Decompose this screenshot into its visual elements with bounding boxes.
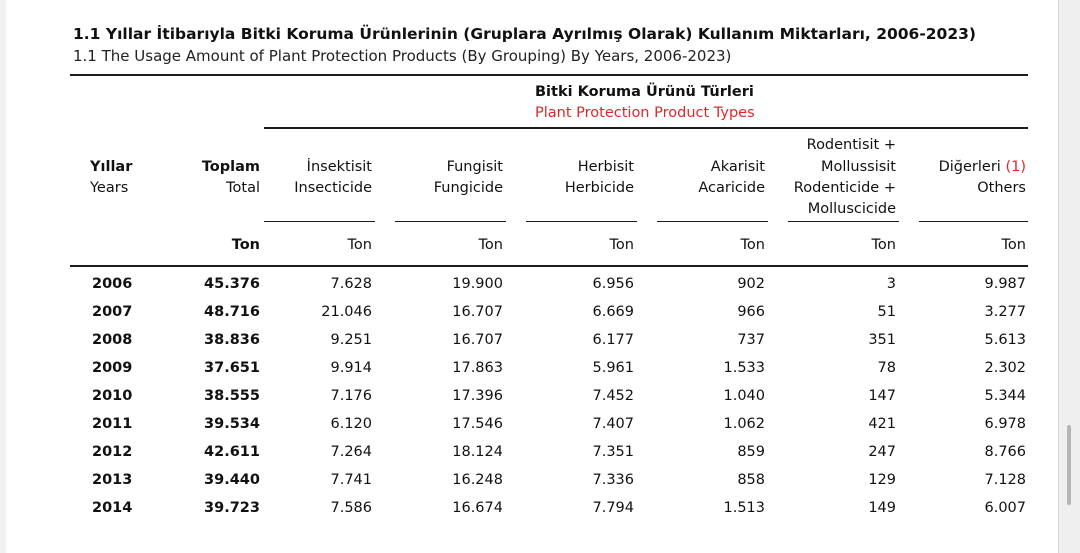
cell-herbicide: 7.351: [592, 444, 634, 460]
table-row: [0, 383, 1058, 411]
cell-insecticide: 6.120: [330, 416, 372, 432]
cell-rodenticide: 421: [868, 416, 896, 432]
cell-others: 6.978: [984, 416, 1026, 432]
cell-acaricide: 859: [737, 444, 765, 460]
table-row: [0, 495, 1058, 523]
unit-rodenticide: Ton: [871, 237, 896, 253]
col-rule-insecticide: [264, 221, 375, 222]
col-herbicide-en: Herbicide: [564, 180, 634, 196]
cell-total: 38.836: [204, 332, 260, 348]
cell-others: 6.007: [984, 500, 1026, 516]
col-rule-herbicide: [526, 221, 637, 222]
table-row: [0, 355, 1058, 383]
col-others-tr: [906, 156, 1026, 178]
cell-others: 7.128: [984, 472, 1026, 488]
cell-insecticide: 9.251: [330, 332, 372, 348]
cell-others: 2.302: [984, 360, 1026, 376]
col-fungicide-tr: Fungisit: [446, 159, 503, 175]
cell-insecticide: 9.914: [330, 360, 372, 376]
col-others-en: Others: [977, 180, 1026, 196]
cell-insecticide: 7.628: [330, 276, 372, 292]
col-rule-acaricide: [657, 221, 768, 222]
cell-rodenticide: 351: [868, 332, 896, 348]
unit-fungicide: Ton: [478, 237, 503, 253]
cell-acaricide: 737: [737, 332, 765, 348]
table-row: [0, 271, 1058, 299]
col-rule-others: [919, 221, 1028, 222]
table-row: [0, 467, 1058, 495]
unit-acaricide: Ton: [740, 237, 765, 253]
col-others-note: (1): [1005, 159, 1026, 175]
cell-others: 5.344: [984, 388, 1026, 404]
unit-herbicide: Ton: [609, 237, 634, 253]
cell-fungicide: 18.124: [452, 444, 503, 460]
col-fungicide-en: Fungicide: [433, 180, 503, 196]
col-rule-fungicide: [395, 221, 506, 222]
cell-herbicide: 7.452: [592, 388, 634, 404]
col-rodenticide-tr-1: Rodentisit +: [806, 137, 896, 153]
cell-fungicide: 19.900: [452, 276, 503, 292]
cell-herbicide: 7.336: [592, 472, 634, 488]
cell-herbicide: 6.956: [592, 276, 634, 292]
scrollbar-thumb[interactable]: [1067, 425, 1071, 505]
cell-herbicide: 5.961: [592, 360, 634, 376]
cell-year: 2006: [92, 276, 133, 292]
cell-total: 45.376: [204, 276, 260, 292]
col-rodenticide-tr-2: Mollussisit: [820, 159, 896, 175]
cell-herbicide: 6.177: [592, 332, 634, 348]
col-total-tr: Toplam: [201, 159, 260, 175]
cell-year: 2007: [92, 304, 133, 320]
cell-fungicide: 17.396: [452, 388, 503, 404]
cell-herbicide: 7.407: [592, 416, 634, 432]
col-year-en: Years: [90, 180, 129, 196]
cell-year: 2008: [92, 332, 133, 348]
cell-acaricide: 1.533: [723, 360, 765, 376]
cell-rodenticide: 247: [868, 444, 896, 460]
scrollbar-track[interactable]: [1058, 0, 1080, 553]
cell-acaricide: 966: [737, 304, 765, 320]
group-rule: [264, 127, 1028, 129]
cell-year: 2014: [92, 500, 133, 516]
unit-total: Ton: [231, 237, 260, 253]
cell-fungicide: 16.707: [452, 332, 503, 348]
group-header-tr: Bitki Koruma Ürünü Türleri: [535, 84, 754, 100]
cell-fungicide: 16.674: [452, 500, 503, 516]
unit-others: Ton: [1001, 237, 1026, 253]
cell-herbicide: 7.794: [592, 500, 634, 516]
cell-insecticide: 7.264: [330, 444, 372, 460]
cell-rodenticide: 3: [886, 276, 896, 292]
cell-total: 48.716: [204, 304, 260, 320]
cell-total: 38.555: [204, 388, 260, 404]
col-year-tr: Yıllar: [90, 159, 133, 175]
cell-fungicide: 16.248: [452, 472, 503, 488]
cell-year: 2010: [92, 388, 133, 404]
col-others-tr-text: Diğerleri: [938, 159, 1001, 175]
col-insecticide-tr: İnsektisit: [306, 159, 372, 175]
cell-year: 2012: [92, 444, 133, 460]
cell-year: 2013: [92, 472, 133, 488]
table-title-en: 1.1 The Usage Amount of Plant Protection Products (By Grouping) By Years, 2006-2023): [73, 47, 732, 65]
cell-acaricide: 1.062: [723, 416, 765, 432]
col-herbicide-tr: Herbisit: [577, 159, 634, 175]
cell-year: 2009: [92, 360, 133, 376]
col-total-en: Total: [226, 180, 260, 196]
cell-insecticide: 21.046: [321, 304, 372, 320]
cell-rodenticide: 149: [868, 500, 896, 516]
cell-total: 37.651: [204, 360, 260, 376]
cell-others: 5.613: [984, 332, 1026, 348]
cell-insecticide: 7.741: [330, 472, 372, 488]
cell-fungicide: 16.707: [452, 304, 503, 320]
cell-acaricide: 858: [737, 472, 765, 488]
cell-acaricide: 1.040: [723, 388, 765, 404]
table-row: [0, 411, 1058, 439]
cell-acaricide: 1.513: [723, 500, 765, 516]
cell-others: 9.987: [984, 276, 1026, 292]
col-rule-rodenticide: [788, 221, 899, 222]
unit-insecticide: Ton: [347, 237, 372, 253]
cell-others: 8.766: [984, 444, 1026, 460]
col-insecticide-en: Insecticide: [294, 180, 372, 196]
header-bottom-rule: [70, 265, 1028, 267]
cell-total: 39.534: [204, 416, 260, 432]
cell-total: 42.611: [204, 444, 260, 460]
cell-rodenticide: 147: [868, 388, 896, 404]
cell-total: 39.440: [204, 472, 260, 488]
cell-rodenticide: 78: [877, 360, 896, 376]
table-row: [0, 439, 1058, 467]
cell-acaricide: 902: [737, 276, 765, 292]
col-rodenticide-en-2: Molluscicide: [807, 201, 896, 217]
top-rule: [70, 74, 1028, 76]
cell-herbicide: 6.669: [592, 304, 634, 320]
cell-rodenticide: 51: [877, 304, 896, 320]
col-rodenticide-en-1: Rodenticide +: [793, 180, 896, 196]
cell-insecticide: 7.176: [330, 388, 372, 404]
table-title-tr: 1.1 Yıllar İtibarıyla Bitki Koruma Ürünlerinin (Gruplara Ayrılmış Olarak) Kullanım Miktarları, 2006-2023): [73, 25, 976, 43]
group-header-en: Plant Protection Product Types: [535, 105, 755, 121]
cell-rodenticide: 129: [868, 472, 896, 488]
table-row: [0, 299, 1058, 327]
table-row: [0, 327, 1058, 355]
cell-fungicide: 17.863: [452, 360, 503, 376]
cell-others: 3.277: [984, 304, 1026, 320]
col-acaricide-tr: Akarisit: [710, 159, 765, 175]
cell-insecticide: 7.586: [330, 500, 372, 516]
cell-year: 2011: [92, 416, 133, 432]
col-acaricide-en: Acaricide: [698, 180, 765, 196]
cell-total: 39.723: [204, 500, 260, 516]
cell-fungicide: 17.546: [452, 416, 503, 432]
